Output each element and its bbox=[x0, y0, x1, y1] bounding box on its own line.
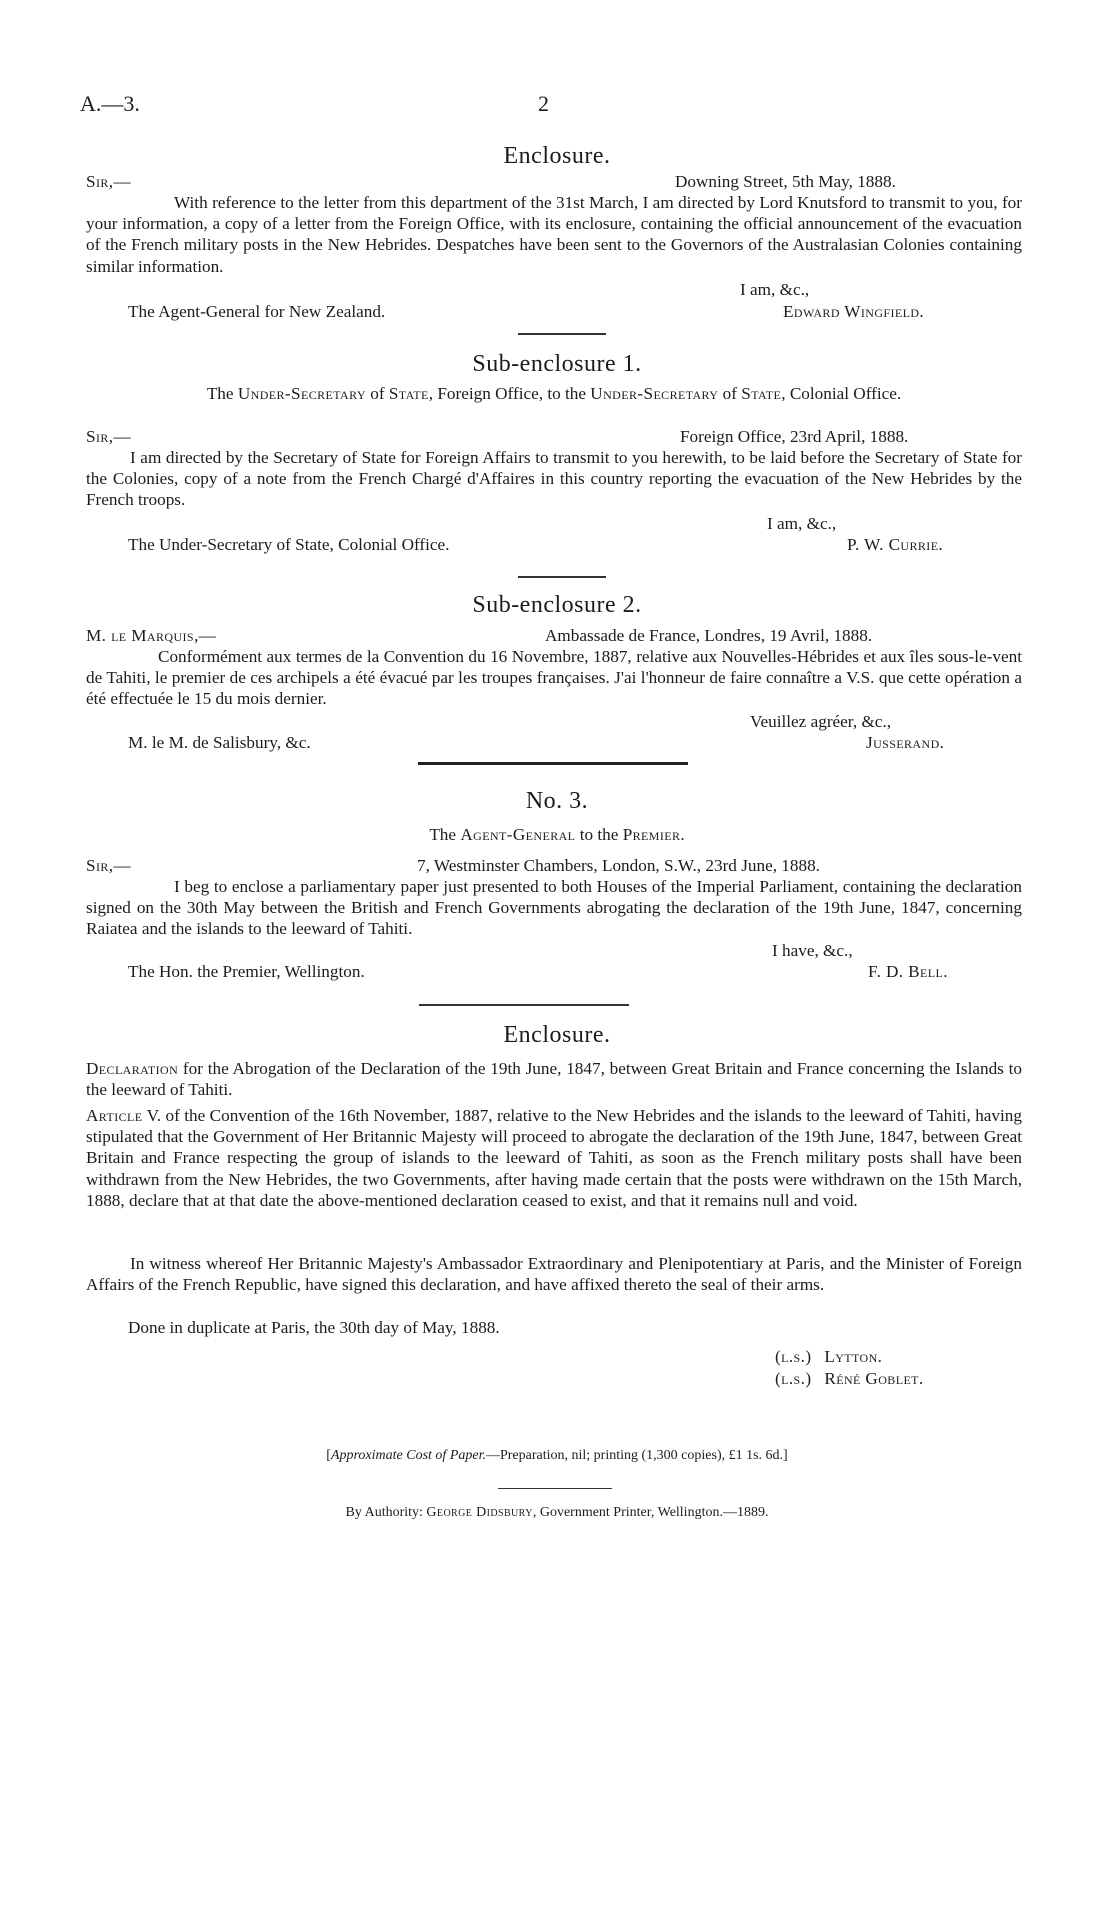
letter-body: I beg to enclose a parliamentary paper just presented to both Houses of the Imperial Parliament, containing the declaration signed on the 30th May between the British and French Governments abrogating the declaration of the 19th June, 1847, concerning Raiatea and the islands to the leeward of Tahiti. bbox=[86, 877, 1022, 939]
salutation: M. le Marquis,— bbox=[86, 626, 217, 645]
sub-enclosure-heading: Sub-enclosure 1. bbox=[472, 351, 642, 377]
section-divider bbox=[518, 333, 606, 335]
enclosure-heading: Enclosure. bbox=[503, 143, 611, 169]
salutation: Sir,— bbox=[86, 856, 132, 875]
letter-addressee: The Hon. the Premier, Wellington. bbox=[128, 962, 365, 981]
cost-note: [Approximate Cost of Paper.—Preparation, nil; printing (1,300 copies), £1 1s. 6d.] bbox=[326, 1448, 788, 1463]
letter-signature: P. W. Currie. bbox=[847, 535, 944, 554]
letter-body: With reference to the letter from this department of the 31st March, I am directed by Lord Knutsford to transmit to you, for your information, a copy of a letter from the Foreign Office, with its enclosure, containing the official announcement of the evacuation of the French military posts in the New Hebrides. Despatches have been sent to the Governors of the Australasian Colonies containing similar information. bbox=[86, 193, 1022, 276]
letter-signature: Jusserand. bbox=[866, 733, 945, 752]
sub-enclosure-heading: Sub-enclosure 2. bbox=[472, 592, 642, 618]
letter-addressee: M. le M. de Salisbury, &c. bbox=[128, 733, 311, 752]
declaration-title: Declaration for the Abrogation of the Declaration of the 19th June, 1847, between Great Britain and France concerning the Islands to the leeward of Tahiti. bbox=[86, 1059, 1022, 1100]
letter-body: Conformément aux termes de la Convention du 16 Novembre, 1887, relative aux Nouvelles-Hébrides et aux îles sous-le-vent de Tahiti, le premier de ces archipels a été évacué par les troupes françaises. J'ai l'honneur de faire connaître a V.S. que cette opération a été effectuée le 15 du mois dernier. bbox=[86, 647, 1022, 709]
section-divider bbox=[419, 1004, 629, 1006]
declaration-done: Done in duplicate at Paris, the 30th day of May, 1888. bbox=[128, 1318, 500, 1337]
salutation: Sir,— bbox=[86, 427, 132, 446]
declaration-witness: In witness whereof Her Britannic Majesty's Ambassador Extraordinary and Plenipotentiary at Paris, and the Minister of Foreign Affairs of the French Republic, have signed this declaration, and have affixed thereto the seal of their arms. bbox=[86, 1254, 1022, 1295]
enclosure-heading: Enclosure. bbox=[503, 1022, 611, 1048]
letter-address-date: Foreign Office, 23rd April, 1888. bbox=[680, 427, 909, 446]
letter-closing: Veuillez agréer, &c., bbox=[750, 712, 892, 731]
signatory-seal: (l.s.) Réné Goblet. bbox=[775, 1369, 924, 1388]
letter-signature: F. D. Bell. bbox=[868, 962, 948, 981]
letter-closing: I am, &c., bbox=[767, 514, 837, 533]
letter-closing: I have, &c., bbox=[772, 941, 853, 960]
document-number-heading: No. 3. bbox=[525, 788, 589, 814]
signatory-seal: (l.s.) Lytton. bbox=[775, 1347, 883, 1366]
letter-route: The Under-Secretary of State, Foreign Office, to the Under-Secretary of State, Colonial Office. bbox=[206, 384, 902, 403]
letter-addressee: The Under-Secretary of State, Colonial Office. bbox=[128, 535, 450, 554]
document-divider bbox=[418, 762, 688, 765]
letter-addressee: The Agent-General for New Zealand. bbox=[128, 302, 386, 321]
section-divider bbox=[518, 576, 606, 578]
letter-body: I am directed by the Secretary of State for Foreign Affairs to transmit to you herewith, to be laid before the Secretary of State for the Colonies, copy of a note from the French Chargé d'Affaires in this country reporting the evacuation of the New Hebrides by the French troops. bbox=[86, 448, 1022, 510]
footer-divider bbox=[498, 1488, 612, 1489]
salutation: Sir,— bbox=[86, 172, 132, 191]
letter-address-date: Ambassade de France, Londres, 19 Avril, 1888. bbox=[545, 626, 873, 645]
letter-signature: Edward Wingfield. bbox=[783, 302, 925, 321]
letter-route: The Agent-General to the Premier. bbox=[429, 825, 685, 844]
letter-closing: I am, &c., bbox=[740, 280, 810, 299]
letter-address-date: Downing Street, 5th May, 1888. bbox=[675, 172, 896, 191]
declaration-article: Article V. of the Convention of the 16th November, 1887, relative to the New Hebrides and the islands to the leeward of Tahiti, having stipulated that the Government of Her Britannic Majesty will proceed to abrogate the declaration of the 19th June, 1847, between Great Britain and France respecting the group of islands to the leeward of Tahiti, as soon as the French military posts shall have been withdrawn from the New Hebrides, the two Governments, after having made certain that the posts were withdrawn on the 15th March, 1888, declare that at that date the above-mentioned declaration ceased to exist, and that it remains null and void. bbox=[86, 1106, 1022, 1210]
letter-address-date: 7, Westminster Chambers, London, S.W., 23rd June, 1888. bbox=[417, 856, 820, 875]
paper-reference: A.—3. bbox=[80, 91, 140, 116]
page-number: 2 bbox=[538, 91, 549, 116]
printer-imprint: By Authority: George Didsbury, Government Printer, Wellington.—1889. bbox=[345, 1505, 769, 1520]
